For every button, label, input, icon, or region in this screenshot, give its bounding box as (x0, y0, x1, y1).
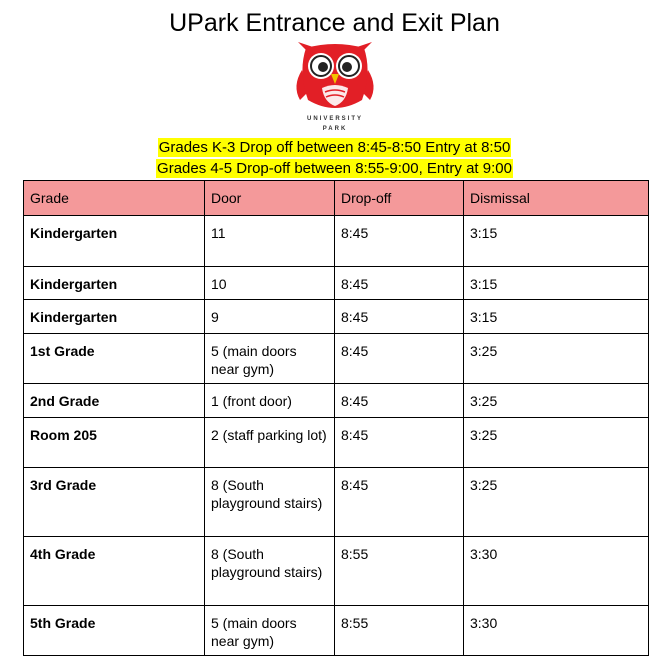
schedule-note-k3 (0, 138, 669, 157)
table-row (24, 300, 649, 334)
entrance-exit-table (23, 180, 649, 656)
schedule-note-4-5 (0, 159, 669, 178)
dismissal-cell: 3:25 (464, 384, 649, 418)
table-row (24, 468, 649, 537)
grade-cell: Kindergarten (24, 300, 205, 334)
dismissal-cell: 3:25 (464, 418, 649, 468)
door-cell: 5 (main doors near gym) (205, 606, 335, 656)
dropoff-cell: 8:45 (335, 267, 464, 300)
logo-text-university: UNIVERSITY (306, 116, 363, 122)
dismissal-cell: 3:15 (464, 267, 649, 300)
dropoff-cell: 8:45 (335, 468, 464, 537)
dropoff-cell: 8:55 (335, 537, 464, 606)
grade-cell: 3rd Grade (24, 468, 205, 537)
door-cell: 8 (South playground stairs) (205, 537, 335, 606)
logo-text-park: PARK (322, 126, 348, 132)
dropoff-cell: 8:45 (335, 300, 464, 334)
grade-cell: Kindergarten (24, 267, 205, 300)
owl-icon (292, 42, 378, 114)
header-dropoff: Drop-off (335, 181, 464, 216)
table-row (24, 384, 649, 418)
door-cell: 5 (main doors near gym) (205, 334, 335, 384)
dropoff-cell: 8:45 (335, 334, 464, 384)
dismissal-cell: 3:15 (464, 300, 649, 334)
door-cell: 1 (front door) (205, 384, 335, 418)
door-cell: 9 (205, 300, 335, 334)
grade-cell: Room 205 (24, 418, 205, 468)
table-row (24, 418, 649, 468)
dropoff-cell: 8:45 (335, 216, 464, 267)
table-row (24, 606, 649, 656)
university-park-logo (292, 42, 378, 134)
header-grade: Grade (24, 181, 205, 216)
dropoff-cell: 8:55 (335, 606, 464, 656)
header-dismissal: Dismissal (464, 181, 649, 216)
door-cell: 11 (205, 216, 335, 267)
door-cell: 10 (205, 267, 335, 300)
grade-cell: 2nd Grade (24, 384, 205, 418)
grade-cell: 1st Grade (24, 334, 205, 384)
table-row (24, 216, 649, 267)
table-header-row (24, 181, 649, 216)
dropoff-cell: 8:45 (335, 384, 464, 418)
grade-cell: Kindergarten (24, 216, 205, 267)
table-row (24, 334, 649, 384)
dismissal-cell: 3:30 (464, 537, 649, 606)
dropoff-cell: 8:45 (335, 418, 464, 468)
grade-cell: 4th Grade (24, 537, 205, 606)
dismissal-cell: 3:15 (464, 216, 649, 267)
table-row (24, 267, 649, 300)
dismissal-cell: 3:25 (464, 334, 649, 384)
dismissal-cell: 3:25 (464, 468, 649, 537)
header-door: Door (205, 181, 335, 216)
highlight-text: Grades 4-5 Drop-off between 8:55-9:00, Entry at 9:00 (157, 160, 512, 177)
page-title: UPark Entrance and Exit Plan (169, 9, 500, 37)
table-row (24, 537, 649, 606)
highlight-text: Grades K-3 Drop off between 8:45-8:50 Entry at 8:50 (158, 139, 511, 156)
door-cell: 2 (staff parking lot) (205, 418, 335, 468)
door-cell: 8 (South playground stairs) (205, 468, 335, 537)
grade-cell: 5th Grade (24, 606, 205, 656)
dismissal-cell: 3:30 (464, 606, 649, 656)
